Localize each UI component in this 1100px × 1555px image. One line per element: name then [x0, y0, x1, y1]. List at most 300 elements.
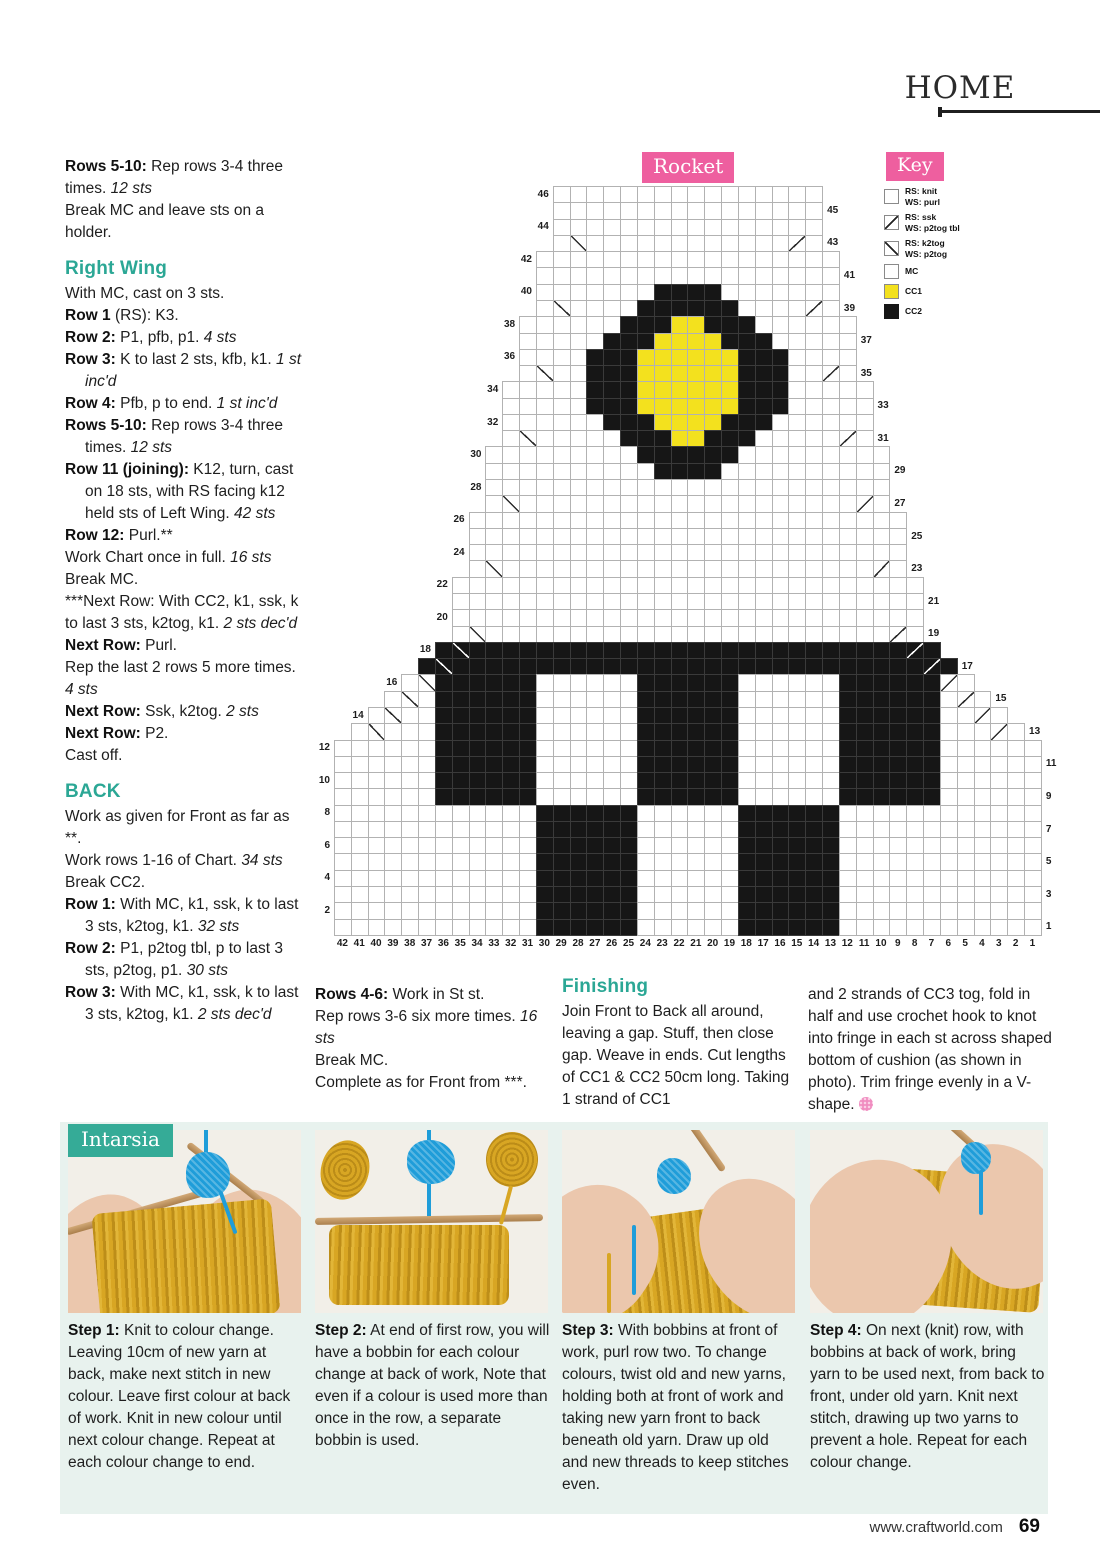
chart-cell: [856, 919, 874, 936]
chart-cell: [637, 300, 655, 317]
column-number-label: 24: [639, 937, 651, 949]
chart-cell: [788, 740, 806, 757]
chart-cell: [553, 251, 571, 268]
chart-cell: [586, 463, 604, 480]
chart-cell: [721, 658, 739, 675]
column-number-label: 26: [606, 937, 618, 949]
chart-cell: [570, 349, 588, 366]
chart-cell: [738, 723, 756, 740]
chart-cell: [586, 479, 604, 496]
chart-cell: [519, 316, 537, 333]
chart-cell: [822, 479, 840, 496]
row-number-label: 8: [324, 807, 330, 819]
chart-cell: [452, 740, 470, 757]
chart-cell: [772, 642, 790, 659]
chart-cell: [839, 658, 857, 675]
chart-cell: [805, 870, 823, 887]
chart-cell: [519, 886, 537, 903]
chart-cell: [788, 512, 806, 529]
chart-cell: [586, 723, 604, 740]
column-number-label: 3: [995, 937, 1002, 949]
intarsia-tutorial-strip: [60, 1122, 1048, 1514]
paragraph: Step 2: At end of first row, you will have a bobbin for each colour change at back of work, Note that even if a colour is used more than once in the row, a separate bobbin is used.: [315, 1322, 550, 1449]
chart-cell: [805, 365, 823, 382]
chart-cell: [687, 219, 705, 236]
chart-cell: [772, 902, 790, 919]
chart-cell: [738, 886, 756, 903]
chart-cell: [755, 267, 773, 284]
chart-cell: [856, 772, 874, 789]
yellow-yarn-strand: [607, 1253, 611, 1313]
chart-cell: [687, 560, 705, 577]
chart-cell: [435, 691, 453, 708]
chart-cell: [519, 365, 537, 382]
finishing-heading: Finishing: [562, 976, 649, 997]
chart-cell: [721, 886, 739, 903]
chart-cell: [856, 593, 874, 610]
chart-cell: [839, 560, 857, 577]
chart-cell: [654, 805, 672, 822]
finishing-column: [562, 976, 802, 1111]
chart-cell: [603, 284, 621, 301]
chart-cell: [873, 593, 891, 610]
chart-cell: [923, 772, 941, 789]
chart-cell: [788, 219, 806, 236]
chart-cell: [721, 756, 739, 773]
chart-cell: [788, 398, 806, 415]
key-label: CC2: [905, 306, 923, 317]
chart-cell: [805, 381, 823, 398]
chart-cell: [788, 267, 806, 284]
chart-cell: [519, 495, 537, 512]
chart-cell: [839, 430, 857, 447]
chart-cell: [772, 837, 790, 854]
chart-cell: [536, 479, 554, 496]
chart-cell: [603, 479, 621, 496]
chart-cell: [974, 902, 992, 919]
chart-cell: [536, 267, 554, 284]
chart-cell: [755, 707, 773, 724]
chart-cell: [620, 463, 638, 480]
chart-cell: [570, 463, 588, 480]
chart-cell: [536, 756, 554, 773]
chart-cell: [738, 674, 756, 691]
chart-cell: [469, 837, 487, 854]
row-number-label: 42: [520, 253, 532, 265]
chart-cell: [401, 772, 419, 789]
chart-cell: [586, 642, 604, 659]
chart-cell: [586, 333, 604, 350]
chart-cell: [469, 853, 487, 870]
chart-cell: [990, 837, 1008, 854]
chart-cell: [805, 821, 823, 838]
chart-cell: [570, 788, 588, 805]
row-number-label: 15: [995, 693, 1007, 705]
chart-cell: [856, 886, 874, 903]
key-item: [884, 212, 1024, 233]
chart-cell: [536, 251, 554, 268]
chart-cell: [738, 593, 756, 610]
chart-cell: [637, 886, 655, 903]
chart-cell: [671, 788, 689, 805]
chart-cell: [452, 626, 470, 643]
column-number-label: 37: [420, 937, 433, 949]
key-item: [884, 304, 1024, 319]
chart-cell: [856, 658, 874, 675]
chart-cell: [788, 756, 806, 773]
chart-cell: [586, 251, 604, 268]
chart-cell: [704, 300, 722, 317]
paragraph: Row 1 (RS): K3.: [65, 307, 179, 324]
chart-cell: [704, 446, 722, 463]
chart-cell: [502, 414, 520, 431]
chart-cell: [856, 560, 874, 577]
row-number-label: 3: [1045, 888, 1052, 900]
chart-cell: [906, 674, 924, 691]
chart-cell: [687, 919, 705, 936]
chart-cell: [654, 267, 672, 284]
chart-cell: [923, 902, 941, 919]
chart-cell: [671, 414, 689, 431]
chart-cell: [485, 886, 503, 903]
chart-cell: [974, 853, 992, 870]
chart-cell: [570, 691, 588, 708]
chart-cell: [788, 577, 806, 594]
chart-cell: [889, 560, 907, 577]
chart-cell: [671, 707, 689, 724]
chart-cell: [687, 463, 705, 480]
chart-cell: [738, 642, 756, 659]
chart-cell: [654, 528, 672, 545]
chart-cell: [772, 333, 790, 350]
paragraph: Break MC and leave sts on a holder.: [65, 202, 265, 241]
chart-cell: [772, 886, 790, 903]
chart-cell: [485, 740, 503, 757]
chart-cell: [536, 837, 554, 854]
chart-cell: [570, 544, 588, 561]
chart-cell: [738, 349, 756, 366]
chart-cell: [553, 300, 571, 317]
chart-cell: [687, 398, 705, 415]
chart-cell: [721, 626, 739, 643]
chart-cell: [519, 870, 537, 887]
chart-cell: [957, 919, 975, 936]
chart-cell: [435, 837, 453, 854]
chart-cell: [856, 707, 874, 724]
section-title: HOME: [904, 70, 1016, 106]
chart-cell: [889, 577, 907, 594]
chart-cell: [839, 870, 857, 887]
paragraph: Row 12: Purl.**: [65, 527, 173, 544]
chart-cell: [704, 202, 722, 219]
chart-cell: [974, 756, 992, 773]
chart-cell: [586, 398, 604, 415]
chart-cell: [586, 919, 604, 936]
chart-cell: [906, 870, 924, 887]
chart-cell: [687, 544, 705, 561]
chart-cell: [772, 463, 790, 480]
chart-cell: [755, 316, 773, 333]
left-column: [65, 156, 308, 1026]
chart-cell: [519, 788, 537, 805]
chart-cell: [469, 609, 487, 626]
chart-cell: [889, 756, 907, 773]
chart-cell: [957, 740, 975, 757]
chart-cell: [704, 870, 722, 887]
chart-cell: [772, 235, 790, 252]
row-number-label: 43: [827, 237, 839, 249]
chart-cell: [906, 626, 924, 643]
chart-cell: [536, 788, 554, 805]
chart-cell: [384, 919, 402, 936]
chart-cell: [822, 593, 840, 610]
chart-cell: [654, 870, 672, 887]
chart-cell: [519, 674, 537, 691]
chart-cell: [553, 707, 571, 724]
chart-cell: [822, 707, 840, 724]
chart-cell: [738, 186, 756, 203]
chart-cell: [384, 723, 402, 740]
chart-cell: [856, 381, 874, 398]
chart-cell: [704, 560, 722, 577]
chart-cell: [620, 235, 638, 252]
chart-cell: [704, 333, 722, 350]
chart-cell: [856, 805, 874, 822]
chart-cell: [351, 788, 369, 805]
chart-cell: [485, 642, 503, 659]
chart-cell: [519, 772, 537, 789]
chart-cell: [502, 398, 520, 415]
chart-cell: [637, 349, 655, 366]
chart-cell: [856, 430, 874, 447]
chart-cell: [772, 430, 790, 447]
chart-cell: [788, 235, 806, 252]
chart-cell: [805, 528, 823, 545]
row-number-label: 22: [436, 579, 448, 591]
chart-cell: [570, 772, 588, 789]
chart-cell: [974, 821, 992, 838]
chart-cell: [755, 333, 773, 350]
chart-cell: [772, 756, 790, 773]
chart-cell: [839, 512, 857, 529]
chart-cell: [586, 870, 604, 887]
row-number-label: 11: [1045, 758, 1057, 770]
chart-cell: [654, 642, 672, 659]
chart-cell: [704, 593, 722, 610]
chart-cell: [1024, 902, 1042, 919]
chart-cell: [671, 626, 689, 643]
chart-cell: [940, 870, 958, 887]
column-number-label: 18: [740, 937, 752, 949]
chart-cell: [839, 642, 857, 659]
chart-cell: [721, 284, 739, 301]
chart-cell: [603, 414, 621, 431]
chart-cell: [553, 495, 571, 512]
chart-cell: [586, 316, 604, 333]
chart-cell: [990, 902, 1008, 919]
paragraph: Row 4: Pfb, p to end. 1 st inc'd: [65, 395, 278, 412]
chart-cell: [620, 626, 638, 643]
chart-cell: [839, 674, 857, 691]
chart-key: [884, 186, 1024, 324]
chart-cell: [502, 544, 520, 561]
chart-cell: [485, 853, 503, 870]
chart-cell: [570, 512, 588, 529]
chart-cell: [906, 756, 924, 773]
chart-cell: [772, 853, 790, 870]
chart-cell: [637, 740, 655, 757]
chart-cell: [805, 235, 823, 252]
chart-cell: [873, 805, 891, 822]
chart-cell: [586, 902, 604, 919]
chart-cell: [435, 853, 453, 870]
chart-cell: [469, 577, 487, 594]
chart-cell: [687, 772, 705, 789]
chart-cell: [721, 788, 739, 805]
chart-cell: [603, 186, 621, 203]
chart-cell: [788, 333, 806, 350]
chart-cell: [704, 479, 722, 496]
chart-cell: [772, 186, 790, 203]
chart-cell: [687, 430, 705, 447]
column-number-label: 25: [622, 937, 635, 949]
chart-cell: [805, 674, 823, 691]
row-number-label: 38: [504, 318, 516, 330]
chart-cell: [637, 772, 655, 789]
row-number-label: 32: [487, 416, 499, 428]
chart-cell: [469, 674, 487, 691]
chart-cell: [721, 479, 739, 496]
chart-cell: [620, 740, 638, 757]
chart-cell: [351, 772, 369, 789]
chart-cell: [334, 902, 352, 919]
chart-cell: [856, 609, 874, 626]
row-number-label: 25: [911, 530, 923, 542]
chart-cell: [990, 772, 1008, 789]
chart-cell: [502, 512, 520, 529]
chart-cell: [502, 446, 520, 463]
chart-cell: [603, 219, 621, 236]
blue-yarn-bobbin: [407, 1140, 455, 1184]
chart-cell: [536, 674, 554, 691]
column-number-label: 15: [791, 937, 803, 949]
chart-cell: [418, 870, 436, 887]
chart-cell: [570, 414, 588, 431]
chart-cell: [671, 560, 689, 577]
chart-cell: [536, 446, 554, 463]
chart-cell: [671, 691, 689, 708]
chart-cell: [990, 919, 1008, 936]
chart-cell: [418, 805, 436, 822]
chart-cell: [637, 446, 655, 463]
chart-cell: [704, 853, 722, 870]
chart-cell: [721, 267, 739, 284]
row-number-label: 17: [961, 660, 973, 672]
chart-cell: [1024, 772, 1042, 789]
chart-cell: [1007, 740, 1025, 757]
column-number-label: 13: [824, 937, 837, 949]
chart-cell: [990, 723, 1008, 740]
chart-cell: [603, 528, 621, 545]
chart-cell: [805, 495, 823, 512]
chart-cell: [603, 626, 621, 643]
chart-cell: [620, 446, 638, 463]
column-number-label: 22: [673, 937, 685, 949]
paragraph: Next Row: P2.: [65, 725, 169, 742]
chart-cell: [384, 756, 402, 773]
column-number-label: 16: [774, 937, 786, 949]
chart-cell: [654, 333, 672, 350]
chart-cell: [738, 512, 756, 529]
chart-cell: [772, 398, 790, 415]
chart-cell: [570, 251, 588, 268]
chart-cell: [704, 316, 722, 333]
chart-cell: [637, 333, 655, 350]
chart-cell: [485, 528, 503, 545]
chart-cell: [940, 853, 958, 870]
chart-cell: [603, 870, 621, 887]
chart-cell: [570, 479, 588, 496]
chart-cell: [755, 642, 773, 659]
chart-cell: [940, 723, 958, 740]
chart-cell: [553, 235, 571, 252]
chart-cell: [603, 756, 621, 773]
chart-cell: [620, 837, 638, 854]
chart-cell: [620, 544, 638, 561]
chart-cell: [805, 398, 823, 415]
chart-cell: [637, 723, 655, 740]
chart-cell: [469, 528, 487, 545]
chart-cell: [536, 284, 554, 301]
chart-cell: [873, 642, 891, 659]
column-number-label: 23: [656, 937, 668, 949]
chart-cell: [603, 235, 621, 252]
chart-cell: [435, 674, 453, 691]
chart-cell: [805, 902, 823, 919]
chart-cell: [603, 902, 621, 919]
chart-cell: [384, 902, 402, 919]
chart-cell: [738, 837, 756, 854]
chart-cell: [603, 853, 621, 870]
chart-cell: [435, 707, 453, 724]
chart-cell: [1024, 821, 1042, 838]
chart-cell: [519, 398, 537, 415]
chart-cell: [906, 658, 924, 675]
chart-cell: [805, 756, 823, 773]
chart-cell: [536, 707, 554, 724]
chart-cell: [957, 837, 975, 854]
chart-cell: [805, 316, 823, 333]
chart-cell: [704, 528, 722, 545]
chart-cell: [671, 251, 689, 268]
chart-cell: [536, 691, 554, 708]
chart-cell: [452, 707, 470, 724]
chart-cell: [805, 691, 823, 708]
blue-yarn-illustration: [186, 1152, 230, 1198]
chart-cell: [856, 853, 874, 870]
chart-cell: [805, 349, 823, 366]
chart-cell: [805, 853, 823, 870]
chart-cell: [553, 853, 571, 870]
column-number-label: 39: [387, 937, 399, 949]
chart-cell: [839, 902, 857, 919]
chart-cell: [687, 381, 705, 398]
chart-cell: [755, 251, 773, 268]
chart-cell: [654, 560, 672, 577]
chart-cell: [957, 707, 975, 724]
chart-cell: [502, 902, 520, 919]
chart-cell: [738, 495, 756, 512]
